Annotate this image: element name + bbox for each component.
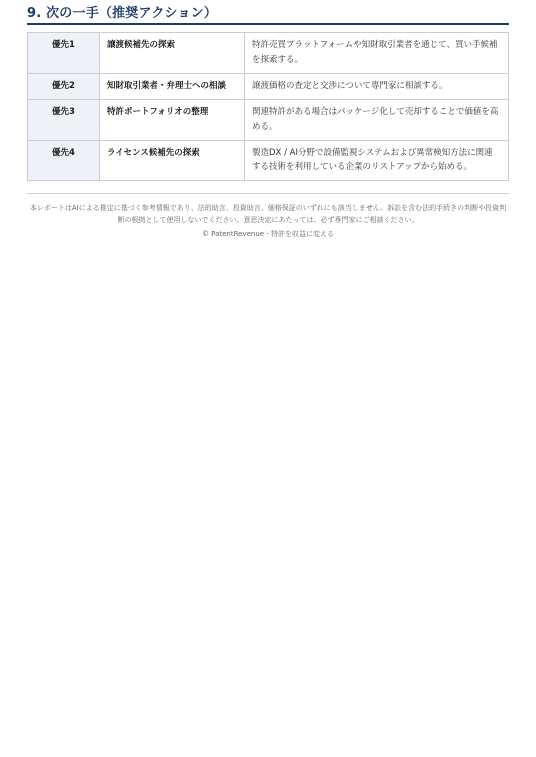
table-row: [28, 33, 509, 74]
detail-cell: 関連特許がある場合はパッケージ化して売却することで価値を高める。: [245, 99, 509, 140]
action-cell: 知財取引業者・弁理士への相談: [100, 73, 245, 99]
priority-cell: 優先3: [28, 99, 100, 140]
table-row: [28, 99, 509, 140]
copyright-text: © PatentRevenue - 特許を収益に変える: [201, 230, 335, 238]
table-row: [28, 140, 509, 181]
title-underline: [27, 23, 509, 25]
recommended-actions-table: [27, 32, 509, 181]
detail-cell: 製造DX / AI分野で設備監視システムおよび異常検知方法に関連する技術を利用している企業のリストアップから始める。: [245, 140, 509, 181]
priority-cell: 優先2: [28, 73, 100, 99]
priority-cell: 優先1: [28, 33, 100, 74]
action-cell: 譲渡候補先の探索: [100, 33, 245, 74]
disclaimer-text: 本レポートはAIによる推定に基づく参考情報であり、法的助言、投資助言、価格保証のいずれにも該当しません。訴訟を含む法的手続きの判断や投資判断の根拠として使用しないでください。意思決定にあたっては、必ず専門家にご相談ください。: [29, 204, 507, 225]
action-cell: 特許ポートフォリオの整理: [100, 99, 245, 140]
footer-divider: [27, 193, 509, 194]
section-title: 9. 次の一手（推奨アクション）: [27, 6, 218, 21]
priority-cell: 優先4: [28, 140, 100, 181]
table-row: [28, 73, 509, 99]
action-cell: ライセンス候補先の探索: [100, 140, 245, 181]
detail-cell: 譲渡価格の査定と交渉について専門家に相談する。: [245, 73, 509, 99]
detail-cell: 特許売買プラットフォームや知財取引業者を通じて、買い手候補を探索する。: [245, 33, 509, 74]
